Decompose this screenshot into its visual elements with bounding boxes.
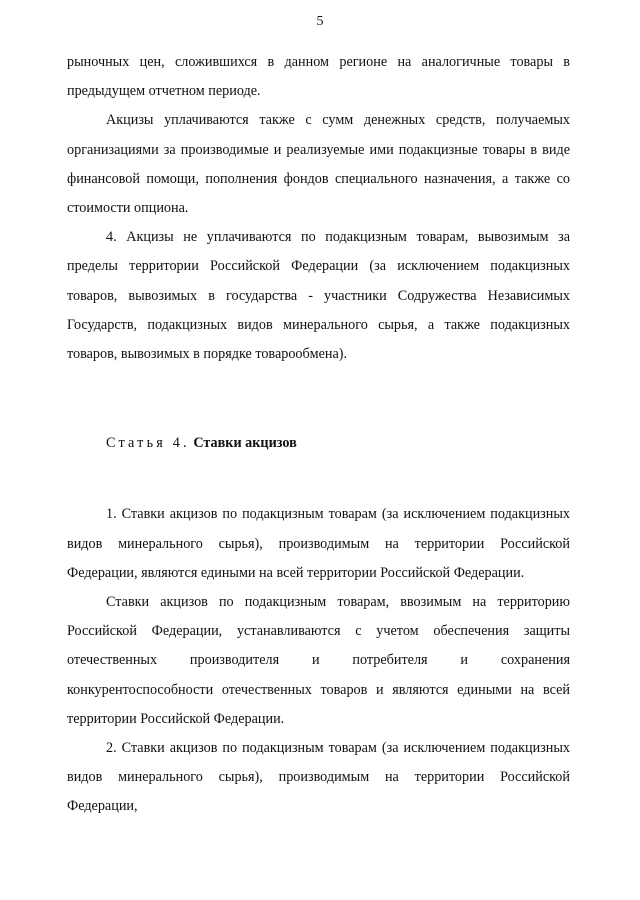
article-title: Ставки акцизов <box>193 435 297 452</box>
paragraph: Акцизы уплачиваются также с сумм денежных средств, получаемых организациями за производимые и реализуемые ими подакцизные товары в виде финансовой помощи, пополнения фондов специального назначения, а также со стоимости опциона. <box>67 112 570 217</box>
paragraphs-before-article <box>67 48 570 369</box>
paragraphs-after-article <box>67 500 570 821</box>
article-heading <box>67 429 570 458</box>
paragraph: рыночных цен, сложившихся в данном регионе на аналогичные товары в предыдущем отчетном периоде. <box>67 54 570 100</box>
page-number: 5 <box>316 14 324 29</box>
paragraph: 2. Ставки акцизов по подакцизным товарам (за исключением подакцизных видов минерального сырья), производимым на территории Российской Федерации, <box>67 740 570 815</box>
document-body <box>67 48 570 822</box>
paragraph: Ставки акцизов по подакцизным товарам, ввозимым на территорию Российской Федерации, устанавливаются с учетом обеспечения защиты отечественных производителя и потребителя и сохранения конкурентоспособности отечественных товаров и являются едиными на всей территории Российской Федерации. <box>67 594 570 727</box>
paragraph: 1. Ставки акцизов по подакцизным товарам (за исключением подакцизных видов минерального сырья), производимым на территории Российской Федерации, являются едиными на всей территории Российской Федерации. <box>67 506 570 581</box>
article-label: Статья 4. <box>106 435 190 452</box>
paragraph: 4. Акцизы не уплачиваются по подакцизным товарам, вывозимым за пределы территории Российской Федерации (за исключением подакцизных товаров, вывозимых в государства - участники Содружества Независимых Государств, подакцизных видов минерального сырья, а также подакцизных товаров, вывозимых в порядке товарообмена). <box>67 229 570 363</box>
